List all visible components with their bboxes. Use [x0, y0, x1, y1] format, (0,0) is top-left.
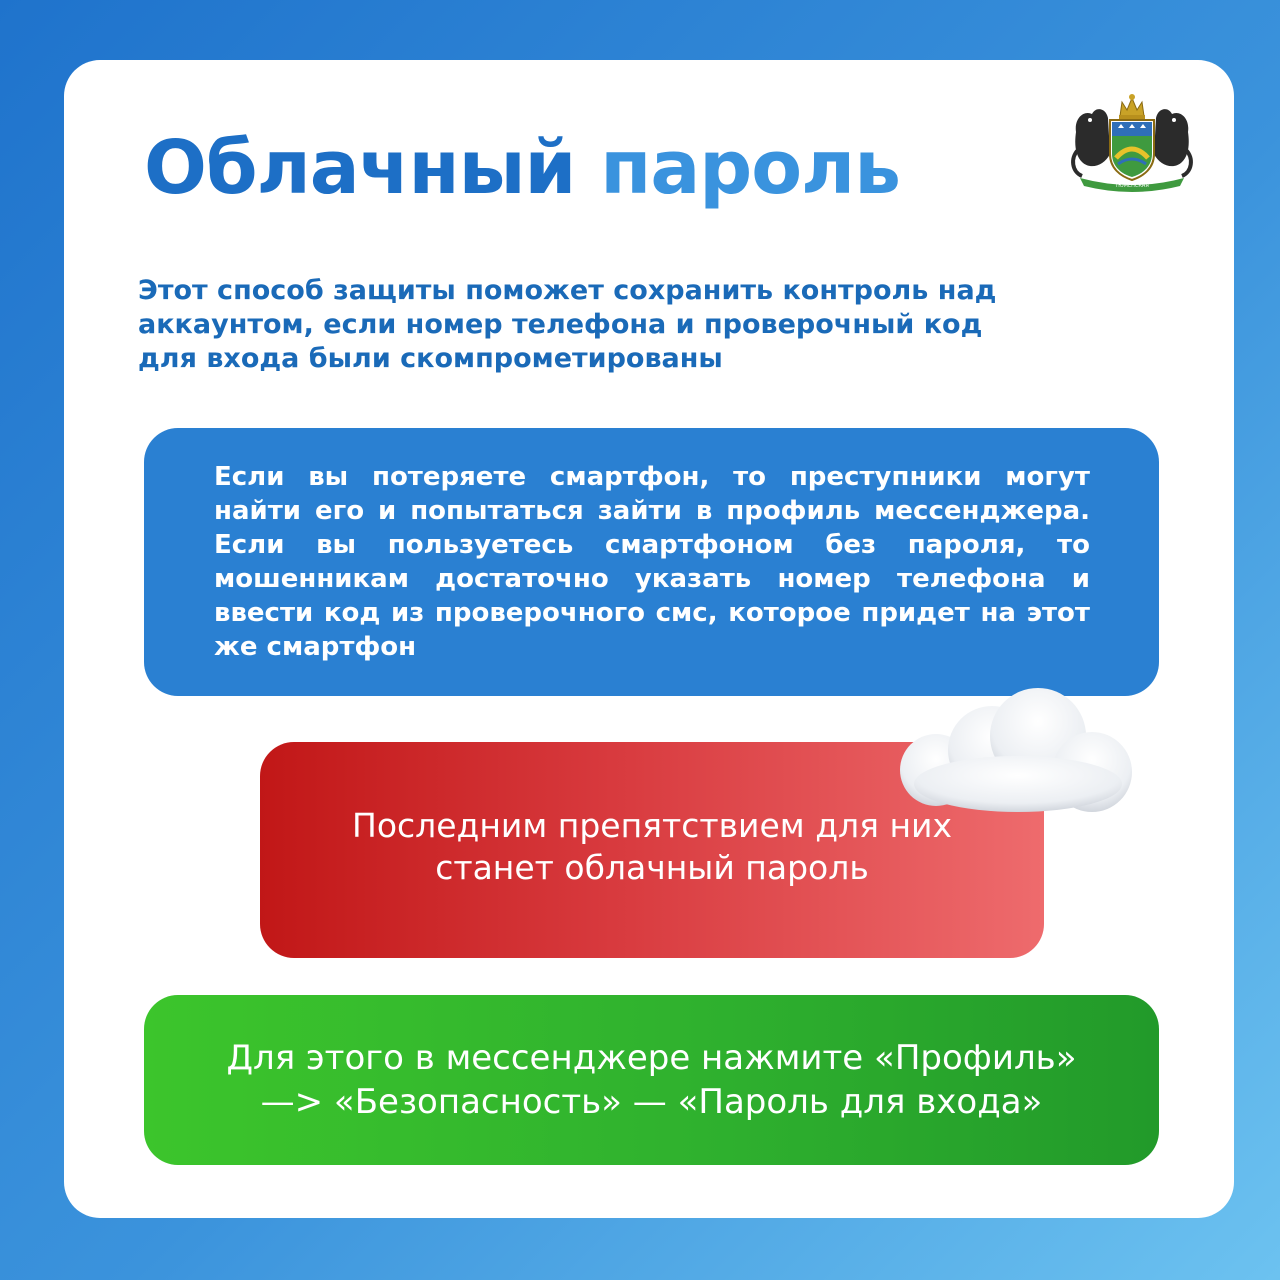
lost-phone-info-box [144, 428, 1159, 696]
page-title [144, 120, 900, 216]
instructions-box [144, 995, 1159, 1165]
last-barrier-text [302, 805, 1002, 889]
title-word-2: пароль [600, 125, 901, 211]
title-word-1: Облачный [144, 125, 576, 211]
instructions-text [202, 1036, 1102, 1124]
last-barrier-line-1: Последним препятствием для них [352, 806, 952, 845]
instructions-line-2: —> «Безопасность» — «Пароль для входа» [260, 1082, 1043, 1122]
intro-text: Этот способ защиты поможет сохранить контроль над аккаунтом, если номер телефона и проверочный код для входа были скомпрометированы [138, 275, 997, 374]
coat-of-arms-icon [1066, 88, 1198, 192]
last-barrier-line-2: станет облачный пароль [435, 848, 869, 887]
lost-phone-info-text: Если вы потеряете смартфон, то преступники могут найти его и попытаться зайти в профиль мессенджера. Если вы пользуетесь смартфоном без пароля, то мошенникам достаточно указать номер телефона и ввести код из проверочного смс, которое придет на этот же смартфон [214, 462, 1090, 662]
instructions-line-1: Для этого в мессенджере нажмите «Профиль» [226, 1038, 1077, 1078]
emblem-ribbon-text: ТЮМЕНСКАЯ [1115, 183, 1149, 189]
cloud-icon [896, 684, 1142, 816]
